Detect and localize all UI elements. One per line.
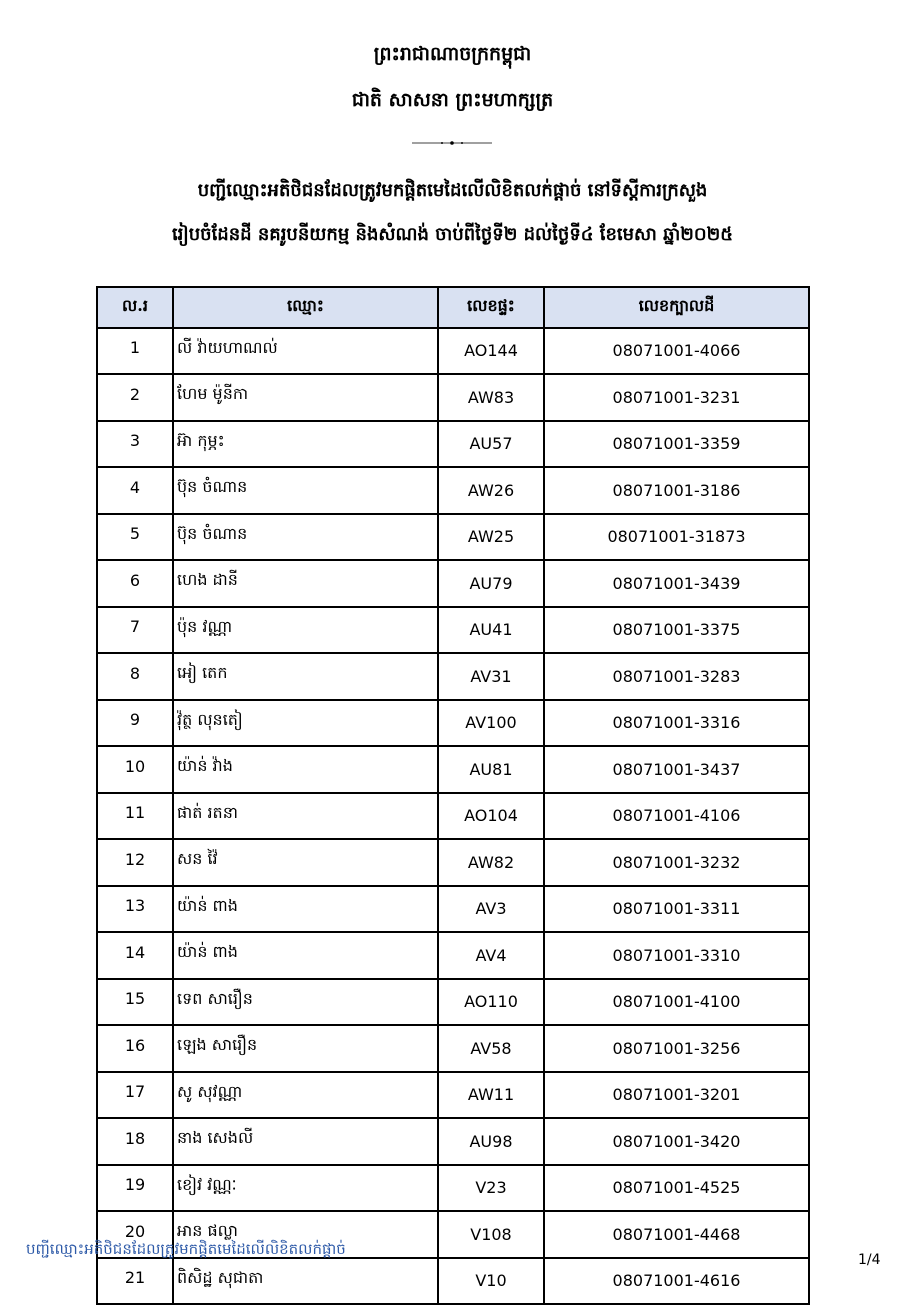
cell-no: 4 <box>97 467 173 514</box>
cell-no: 9 <box>97 700 173 747</box>
cell-land-number: 08071001-3359 <box>544 421 809 468</box>
cell-name: ផាត់ រតនា <box>173 793 438 840</box>
cell-no: 12 <box>97 839 173 886</box>
column-header-no: ល.រ <box>97 287 173 328</box>
cell-no: 5 <box>97 514 173 561</box>
cell-house-number: AV100 <box>438 700 544 747</box>
cell-land-number: 08071001-3311 <box>544 886 809 933</box>
cell-land-number: 08071001-3375 <box>544 607 809 654</box>
cell-name: លី វ៉ាយហាណល់ <box>173 328 438 375</box>
cell-name: ប៉ុន វណ្ណា <box>173 607 438 654</box>
cell-house-number: AU81 <box>438 746 544 793</box>
cell-name: យ៉ាន់ ពាង <box>173 932 438 979</box>
cell-no: 17 <box>97 1072 173 1119</box>
cell-house-number: V23 <box>438 1165 544 1212</box>
cell-house-number: AW11 <box>438 1072 544 1119</box>
cell-name: យ៉ាន់ វ៉ាង <box>173 746 438 793</box>
table-row <box>97 1258 809 1305</box>
document-title-line-2: រៀបចំដែនដី នគរូបនីយកម្ម និងសំណង់ ចាប់ពីថ្ងៃទី២ ដល់ថ្ងៃទី៤ ខែមេសា ឆ្នាំ២០២៥ <box>171 224 734 245</box>
cell-no: 3 <box>97 421 173 468</box>
cell-land-number: 08071001-3316 <box>544 700 809 747</box>
page-number: 1/4 <box>858 1252 881 1268</box>
cell-house-number: AV3 <box>438 886 544 933</box>
cell-house-number: AO104 <box>438 793 544 840</box>
cell-land-number: 08071001-4616 <box>544 1258 809 1305</box>
cell-name: ឡេង សារឿន <box>173 1025 438 1072</box>
cell-house-number: AU57 <box>438 421 544 468</box>
cell-house-number: AU98 <box>438 1118 544 1165</box>
cell-land-number: 08071001-3310 <box>544 932 809 979</box>
cell-no: 6 <box>97 560 173 607</box>
cell-house-number: AW26 <box>438 467 544 514</box>
table-row <box>97 886 809 933</box>
cell-no: 13 <box>97 886 173 933</box>
cell-name: ខៀវ វណ្ណៈ <box>173 1165 438 1212</box>
cell-house-number: AU41 <box>438 607 544 654</box>
cell-land-number: 08071001-3231 <box>544 374 809 421</box>
cell-land-number: 08071001-3420 <box>544 1118 809 1165</box>
cell-land-number: 08071001-4066 <box>544 328 809 375</box>
table-row <box>97 421 809 468</box>
cell-land-number: 08071001-31873 <box>544 514 809 561</box>
cell-name: សូ សុវណ្ណា <box>173 1072 438 1119</box>
cell-house-number: AW83 <box>438 374 544 421</box>
cell-no: 2 <box>97 374 173 421</box>
cell-house-number: AO110 <box>438 979 544 1026</box>
table-row <box>97 467 809 514</box>
table-row <box>97 979 809 1026</box>
table-row <box>97 839 809 886</box>
cell-no: 21 <box>97 1258 173 1305</box>
cell-house-number: AV58 <box>438 1025 544 1072</box>
footer-note: បញ្ជីឈ្មោះអតិថិជនដែលត្រូវមកផ្ដិតមេដៃលើលិខិតលក់ផ្ដាច់ <box>26 1240 346 1258</box>
cell-no: 10 <box>97 746 173 793</box>
kingdom-heading: ព្រះរាជាណាចក្រកម្ពុជា <box>373 43 532 65</box>
cell-house-number: AV4 <box>438 932 544 979</box>
cell-name: អ៊ា កុម្ភះ <box>173 421 438 468</box>
cell-name: ពិសិដ្ឋ សុជាតា <box>173 1258 438 1305</box>
table-row <box>97 1165 809 1212</box>
cell-house-number: AW25 <box>438 514 544 561</box>
cell-no: 16 <box>97 1025 173 1072</box>
table-row <box>97 328 809 375</box>
cell-name: វ៉ុត្ថ លុនតៀ <box>173 700 438 747</box>
national-motto: ជាតិ សាសនា ព្រះមហាក្សត្រ <box>351 89 554 111</box>
cell-land-number: 08071001-3256 <box>544 1025 809 1072</box>
cell-land-number: 08071001-4468 <box>544 1211 809 1258</box>
cell-name: សន វ៉ៃ <box>173 839 438 886</box>
cell-house-number: AW82 <box>438 839 544 886</box>
document-title-line-1: បញ្ជីឈ្មោះអតិថិជនដែលត្រូវមកផ្ដិតមេដៃលើលិខិតលក់ផ្ដាច់ នៅទីស្ដីការក្រសួង <box>197 180 708 201</box>
table-row <box>97 932 809 979</box>
table-row <box>97 1072 809 1119</box>
table-row <box>97 746 809 793</box>
cell-name: ប៊ុន ចំណាន <box>173 467 438 514</box>
cell-no: 18 <box>97 1118 173 1165</box>
table-row <box>97 653 809 700</box>
cell-land-number: 08071001-3201 <box>544 1072 809 1119</box>
table-row <box>97 374 809 421</box>
cell-land-number: 08071001-4106 <box>544 793 809 840</box>
column-header-house: លេខផ្ទះ <box>438 287 544 328</box>
customer-table <box>96 286 810 1305</box>
cell-name: យ៉ាន់ ពាង <box>173 886 438 933</box>
cell-no: 19 <box>97 1165 173 1212</box>
table-row <box>97 1118 809 1165</box>
column-header-name: ឈ្មោះ <box>173 287 438 328</box>
cell-land-number: 08071001-3439 <box>544 560 809 607</box>
cell-name: ហេង ដានី <box>173 560 438 607</box>
table-row <box>97 793 809 840</box>
cell-name: ហែម ម៉ូនីកា <box>173 374 438 421</box>
ornament-divider-icon <box>412 140 492 146</box>
table-row <box>97 514 809 561</box>
cell-house-number: AO144 <box>438 328 544 375</box>
cell-no: 7 <box>97 607 173 654</box>
cell-no: 15 <box>97 979 173 1026</box>
column-header-land: លេខក្បាលដី <box>544 287 809 328</box>
cell-land-number: 08071001-3283 <box>544 653 809 700</box>
cell-no: 14 <box>97 932 173 979</box>
cell-name: ទេព សារឿន <box>173 979 438 1026</box>
cell-no: 1 <box>97 328 173 375</box>
cell-house-number: V108 <box>438 1211 544 1258</box>
cell-house-number: AU79 <box>438 560 544 607</box>
table-body <box>97 328 809 1305</box>
table-row <box>97 1025 809 1072</box>
table-row <box>97 560 809 607</box>
cell-name: អាន ផល្លា <box>173 1211 438 1258</box>
cell-name: នាង សេងលី <box>173 1118 438 1165</box>
cell-land-number: 08071001-3186 <box>544 467 809 514</box>
cell-land-number: 08071001-3232 <box>544 839 809 886</box>
cell-no: 8 <box>97 653 173 700</box>
table-row <box>97 607 809 654</box>
table-row <box>97 700 809 747</box>
cell-no: 11 <box>97 793 173 840</box>
cell-no: 20 <box>97 1211 173 1258</box>
cell-land-number: 08071001-3437 <box>544 746 809 793</box>
cell-house-number: V10 <box>438 1258 544 1305</box>
table-header-row <box>97 287 809 328</box>
cell-house-number: AV31 <box>438 653 544 700</box>
cell-name: ប៊ុន ចំណាន <box>173 514 438 561</box>
cell-name: អៀ តេក <box>173 653 438 700</box>
cell-land-number: 08071001-4100 <box>544 979 809 1026</box>
cell-land-number: 08071001-4525 <box>544 1165 809 1212</box>
